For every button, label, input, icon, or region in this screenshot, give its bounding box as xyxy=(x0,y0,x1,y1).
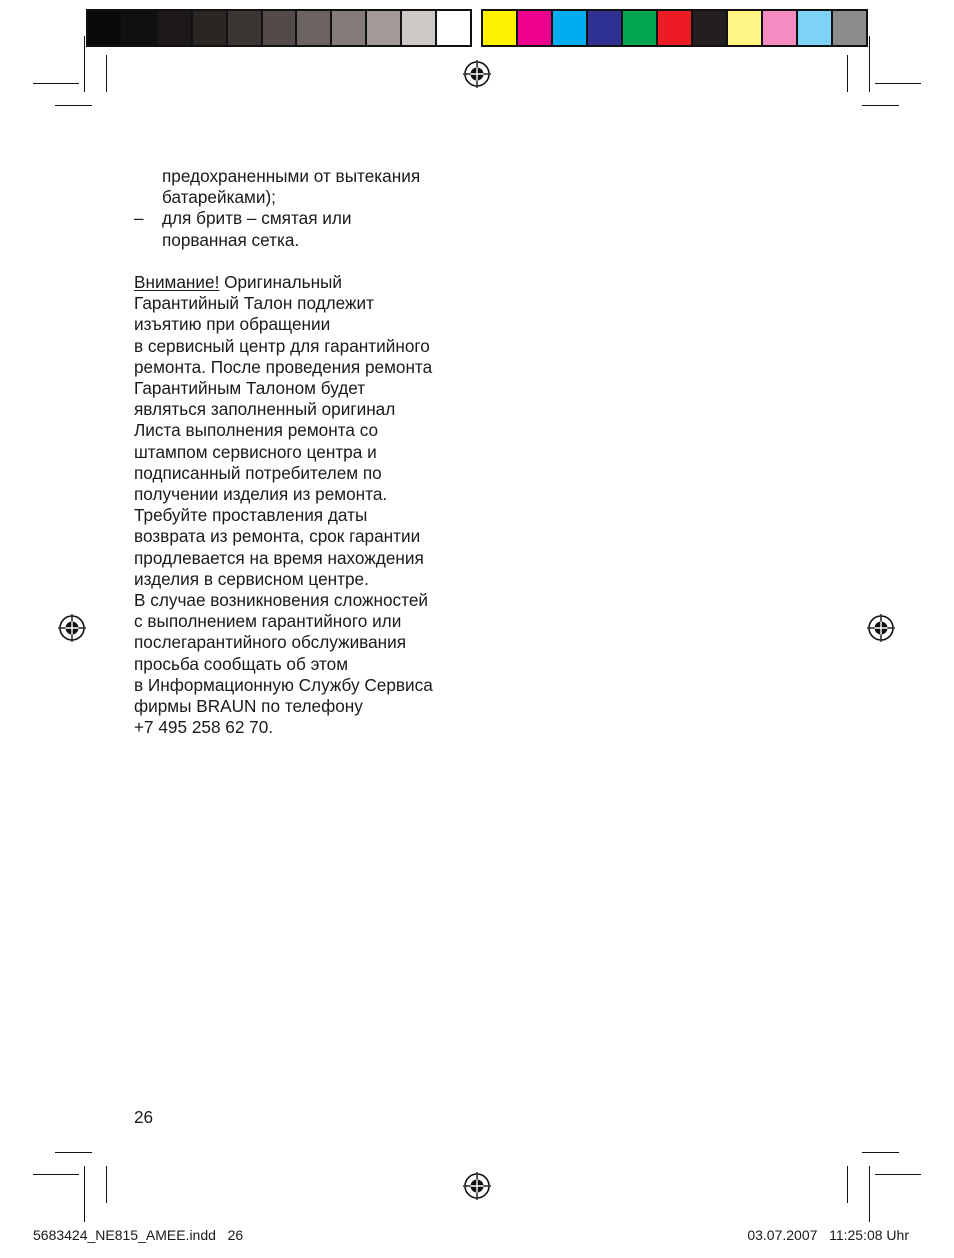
text-line: батарейками); xyxy=(162,187,276,208)
color-swatch xyxy=(228,11,263,45)
text-line: являться заполненный оригинал xyxy=(134,399,396,420)
text-line: порванная сетка. xyxy=(162,229,300,250)
text-fragment: Оригинальный xyxy=(219,272,343,292)
color-swatch xyxy=(297,11,332,45)
text-line: в Информационную Службу Сервиса xyxy=(134,674,433,695)
list-item-continuation xyxy=(134,166,474,208)
crop-mark xyxy=(875,83,921,84)
crop-mark xyxy=(106,1166,107,1203)
color-swatch xyxy=(263,11,298,45)
color-swatch xyxy=(88,11,123,45)
crop-mark xyxy=(84,36,85,92)
text-line: для бритв – смятая или xyxy=(162,208,352,229)
text-line: Листа выполнения ремонта со xyxy=(134,420,379,441)
text-line: предохраненными от вытекания xyxy=(162,166,421,186)
crop-mark xyxy=(847,1166,848,1203)
registration-mark-icon xyxy=(463,1172,491,1200)
text-line: подписанный потребителем по xyxy=(134,462,382,483)
crop-mark xyxy=(847,55,848,92)
crop-mark xyxy=(33,83,79,84)
registration-mark-icon xyxy=(58,614,86,642)
crop-mark xyxy=(55,105,92,106)
slug-filename: 5683424_NE815_AMEE.indd 26 xyxy=(33,1227,244,1243)
text-line: В случае возникновения сложностей xyxy=(134,590,428,611)
color-swatch xyxy=(833,11,866,45)
color-swatch xyxy=(123,11,158,45)
color-swatch xyxy=(193,11,228,45)
text-line: штампом сервисного центра и xyxy=(134,441,377,462)
grayscale-color-bar xyxy=(86,9,472,47)
crop-mark xyxy=(869,36,870,92)
crop-mark xyxy=(875,1174,921,1175)
crop-mark xyxy=(33,1174,79,1175)
warranty-paragraph xyxy=(134,272,474,738)
color-swatch xyxy=(518,11,553,45)
color-swatch xyxy=(763,11,798,45)
text-line: послегарантийного обслуживания xyxy=(134,632,407,653)
text-line: просьба сообщать об этом xyxy=(134,653,349,674)
text-line: с выполнением гарантийного или xyxy=(134,611,402,632)
body-text xyxy=(134,166,474,738)
color-swatch xyxy=(158,11,193,45)
process-color-bar xyxy=(481,9,868,47)
crop-mark xyxy=(106,55,107,92)
color-swatch xyxy=(553,11,588,45)
crop-mark xyxy=(862,105,899,106)
registration-mark-icon xyxy=(867,614,895,642)
crop-mark xyxy=(84,1166,85,1222)
color-swatch xyxy=(798,11,833,45)
text-line: Требуйте проставления даты xyxy=(134,505,368,526)
text-line: ремонта. После проведения ремонта xyxy=(134,356,433,377)
attention-label: Внимание! xyxy=(134,272,220,292)
text-line: изъятию при обращении xyxy=(134,314,331,335)
text-line: +7 495 258 62 70. xyxy=(134,717,274,738)
color-swatch xyxy=(658,11,693,45)
color-swatch xyxy=(728,11,763,45)
text-line xyxy=(134,272,474,293)
color-swatch xyxy=(437,11,470,45)
page-number: 26 xyxy=(134,1107,154,1127)
text-line: в сервисный центр для гарантийного xyxy=(134,335,430,356)
list-dash: – xyxy=(134,208,144,229)
color-swatch xyxy=(367,11,402,45)
color-swatch xyxy=(483,11,518,45)
crop-mark xyxy=(55,1152,92,1153)
slug-timestamp: 03.07.2007 11:25:08 Uhr xyxy=(747,1227,909,1243)
text-line: фирмы BRAUN по телефону xyxy=(134,696,363,717)
color-swatch xyxy=(588,11,623,45)
color-swatch xyxy=(332,11,367,45)
color-swatch xyxy=(693,11,728,45)
list-item xyxy=(134,208,474,250)
text-line: получении изделия из ремонта. xyxy=(134,484,388,505)
color-swatch xyxy=(402,11,437,45)
registration-mark-icon xyxy=(463,60,491,88)
crop-mark xyxy=(869,1166,870,1222)
text-line: продлевается на время нахождения xyxy=(134,547,424,568)
crop-mark xyxy=(862,1152,899,1153)
color-swatch xyxy=(623,11,658,45)
text-line: изделия в сервисном центре. xyxy=(134,568,369,589)
text-line: возврата из ремонта, срок гарантии xyxy=(134,526,421,547)
text-line: Гарантийным Талоном будет xyxy=(134,378,366,399)
text-line: Гарантийный Талон подлежит xyxy=(134,293,375,314)
